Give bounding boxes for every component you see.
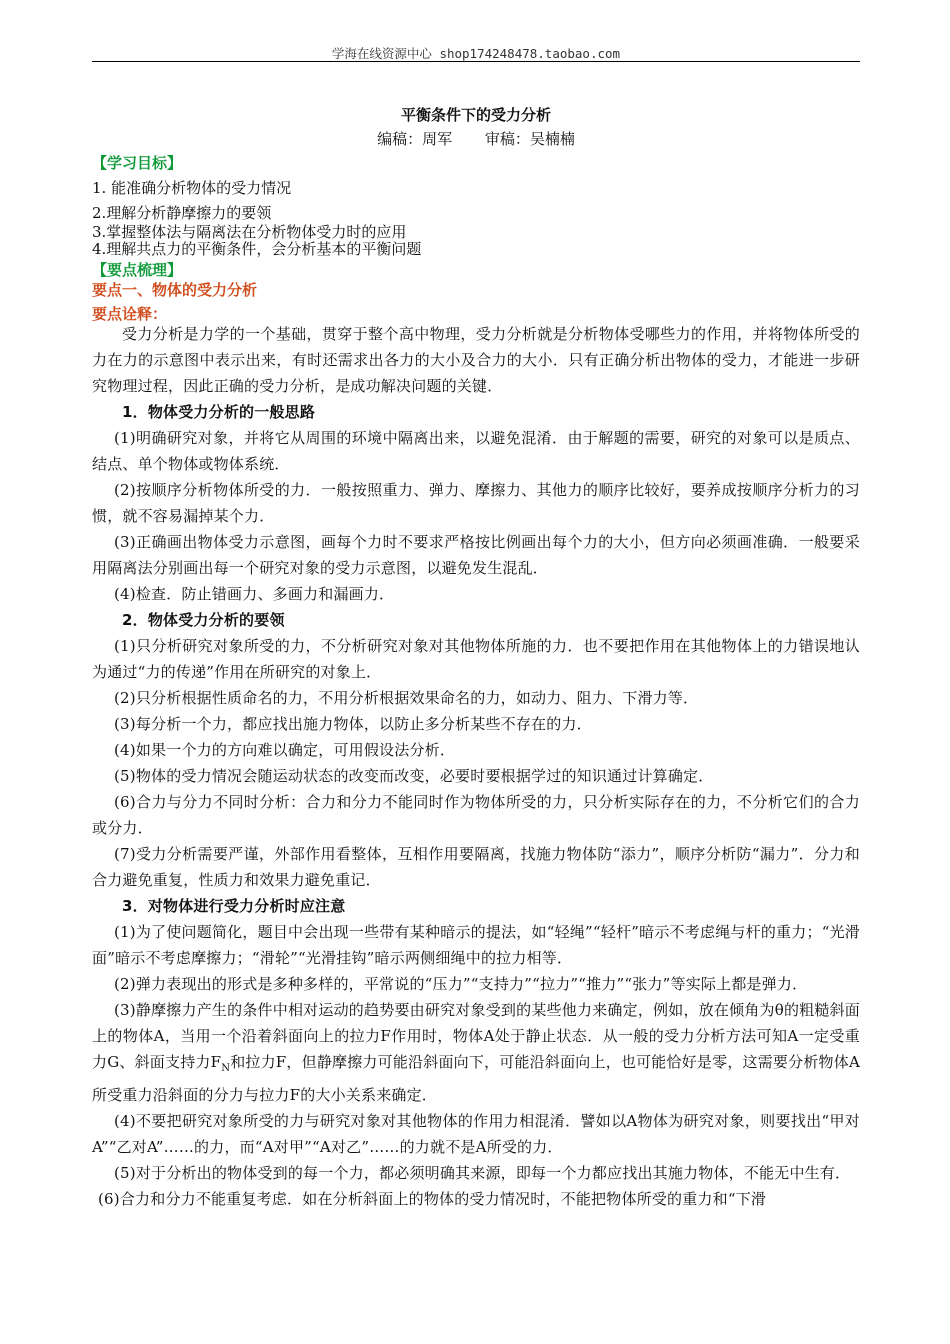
paragraph: (1)只分析研究对象所受的力，不分析研究对象对其他物体所施的力．也不要把作用在其他物体上的力错误地认为通过“力的传递”作用在所研究的对象上． — [92, 637, 860, 681]
paragraph: (1)为了使问题简化，题目中会出现一些带有某种暗示的提法，如“轻绳”“轻杆”暗示不考虑绳与杆的重力；“光滑面”暗示不考虑摩擦力；“滑轮”“光滑挂钩”暗示两侧细绳中的拉力相等． — [92, 923, 860, 967]
point-one-heading: 要点一、物体的受力分析 — [92, 281, 258, 299]
authors-line — [92, 128, 860, 149]
paragraph: (1)明确研究对象，并将它从周围的环境中隔离出来，以避免混淆．由于解题的需要，研究的对象可以是质点、结点、单个物体或物体系统． — [92, 429, 860, 473]
paragraph: (2)按顺序分析物体所受的力．一般按照重力、弹力、摩擦力、其他力的顺序比较好，要养成按顺序分析力的习惯，就不容易漏掉某个力． — [92, 481, 860, 525]
reviewer-credit: 审稿：吴楠楠 — [484, 130, 575, 148]
section-3-heading: 3．对物体进行受力分析时应注意 — [122, 897, 346, 915]
learning-goals-heading: 【学习目标】 — [92, 154, 183, 172]
paragraph: (3)每分析一个力，都应找出施力物体，以防止多分析某些不存在的力． — [114, 715, 592, 733]
subscript: N — [221, 1063, 231, 1074]
explanation-label: 要点诠释： — [92, 305, 168, 323]
section-2-heading: 2．物体受力分析的要领 — [122, 611, 285, 629]
paragraph: (2)弹力表现出的形式是多种多样的，平常说的“压力”“支持力”“拉力”“推力”“张力”等实际上都是弹力． — [114, 975, 808, 993]
page-header: 学海在线资源中心 shop174248478.taobao.com — [331, 46, 621, 61]
header-divider — [92, 61, 860, 62]
paragraph-text: (3)静摩擦力产生的条件中相对运动的趋势要由研究对象受到的某些他力来确定，例如，放在倾角为θ的粗糙斜面上的物体A，当用一个沿着斜面向上的拉力F作用时，物体A处于静止状态．从一般的受力分析方法可知A一定受重力G、斜面支持力F — [92, 1001, 860, 1071]
paragraph: (4)如果一个力的方向难以确定，可用假设法分析． — [114, 741, 456, 759]
main-body — [92, 321, 860, 1212]
goal-item: 2.理解分析静摩擦力的要领 — [92, 204, 272, 222]
goal-item: 3.掌握整体法与隔离法在分析物体受力时的应用 — [92, 223, 407, 241]
paragraph: (6)合力与分力不同时分析：合力和分力不能同时作为物体所受的力，只分析实际存在的力，不分析它们的合力或分力． — [92, 793, 860, 837]
document-title: 平衡条件下的受力分析 — [400, 106, 551, 124]
paragraph: (3)正确画出物体受力示意图，画每个力时不要求严格按比例画出每个力的大小，但方向必须画准确．一般要采用隔离法分别画出每一个研究对象的受力示意图，以避免发生混乱． — [92, 533, 860, 577]
section-1-heading: 1．物体受力分析的一般思路 — [122, 403, 316, 421]
goal-item: 1. 能准确分析物体的受力情况 — [92, 179, 292, 197]
paragraph — [92, 997, 860, 1108]
intro-paragraph: 受力分析是力学的一个基础，贯穿于整个高中物理，受力分析就是分析物体受哪些力的作用，并将物体所受的力在力的示意图中表示出来，有时还需求出各力的大小及合力的大小．只有正确分析出物体的受力，才能进一步研究物理过程，因此正确的受力分析，是成功解决问题的关键． — [92, 325, 860, 395]
paragraph: (6)合力和分力不能重复考虑．如在分析斜面上的物体的受力情况时，不能把物体所受的重力和“下滑 — [98, 1190, 767, 1208]
paragraph-text: 和拉力F，但静摩擦力可能沿斜面向下，可能沿斜面向上，也可能恰好是零，这需要分析物体A所受重力沿斜面的分力与拉力F的大小关系来确定． — [92, 1053, 860, 1104]
paragraph: (5)物体的受力情况会随运动状态的改变而改变，必要时要根据学过的知识通过计算确定． — [114, 767, 714, 785]
editor-credit: 编稿：周军 — [377, 130, 453, 148]
paragraph: (2)只分析根据性质命名的力，不用分析根据效果命名的力，如动力、阻力、下滑力等． — [114, 689, 699, 707]
paragraph: (4)不要把研究对象所受的力与研究对象对其他物体的作用力相混淆．譬如以A物体为研究对象，则要找出“甲对A”“乙对A”……的力，而“A对甲”“A对乙”……的力就不是A所受的力． — [92, 1112, 860, 1156]
paragraph: (5)对于分析出的物体受到的每一个力，都必须明确其来源，即每一个力都应找出其施力物体，不能无中生有． — [114, 1164, 851, 1182]
paragraph: (4)检查．防止错画力、多画力和漏画力． — [114, 585, 395, 603]
key-points-heading: 【要点梳理】 — [92, 261, 183, 279]
paragraph: (7)受力分析需要严谨，外部作用看整体，互相作用要隔离，找施力物体防“添力”，顺序分析防“漏力”．分力和合力避免重复，性质力和效果力避免重记． — [92, 845, 860, 889]
goal-item: 4.理解共点力的平衡条件，会分析基本的平衡问题 — [92, 240, 422, 258]
